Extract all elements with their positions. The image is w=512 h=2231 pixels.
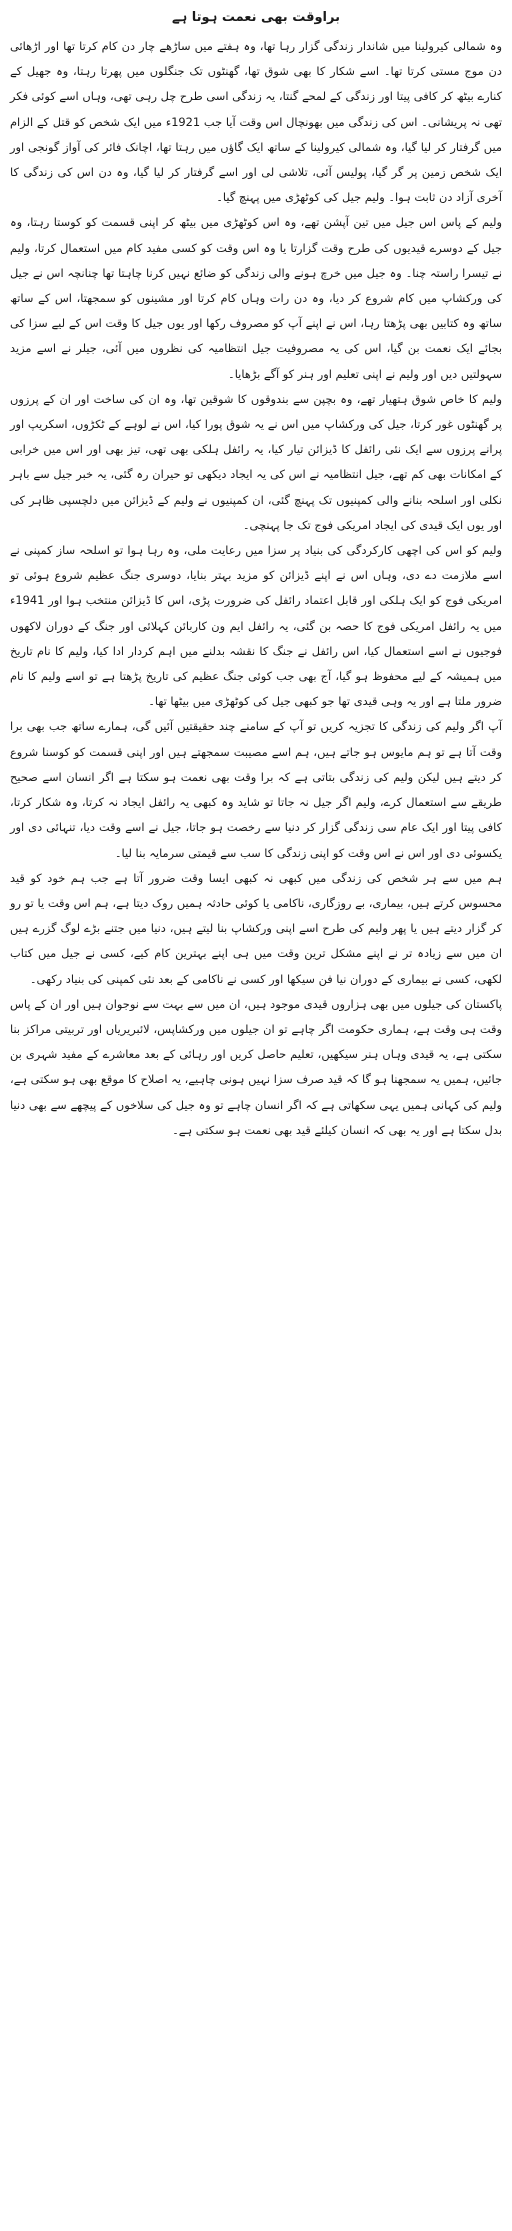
article-paragraph-2: ولیم کے پاس اس جیل میں تین آپشن تھے، وہ اس کوٹھڑی میں بیٹھ کر اپنی قسمت کو کوستا رہتا، وہ جیل کے دوسرے قیدیوں کی طرح وقت گزارتا یا وہ اس وقت کو کسی مفید کام میں استعمال کرتا، ولیم نے تیسرا راستہ چنا۔ وہ جیل میں خرچ ہونے والی زندگی کو ضائع نہیں کرنا چاہتا تھا چنانچہ اس نے جیل کی ورکشاپ میں کام شروع کر دیا، وہ دن رات وہاں کام کرتا اور مشینوں کو سمجھتا، اس کے ساتھ ساتھ وہ کتابیں بھی پڑھتا رہا، اس نے اپنے آپ کو مصروف رکھا اور یوں جیل کا وقت اس کے لیے سزا کی بجائے ایک نعمت بن گیا، اس کی یہ مصروفیت جیل انتظامیہ کی نظروں میں آئی، جیلر نے اسے مزید سہولتیں دیں اور ولیم نے اپنی تعلیم اور ہنر کو آگے بڑھایا۔ [10, 215, 502, 381]
article-body [10, 34, 502, 1143]
article-paragraph-3: ولیم کا خاص شوق ہتھیار تھے، وہ بچپن سے بندوقوں کا شوقین تھا، وہ ان کی ساخت اور ان کے پرزوں پر گھنٹوں غور کرتا، جیل کی ورکشاپ میں اس نے یہ شوق پورا کیا، اس نے لوہے کے ٹکڑوں، اسکریپ اور پرانے پرزوں سے ایک نئی رائفل کا ڈیزائن تیار کیا، یہ رائفل ہلکی بھی تھی، تیز بھی اور اس میں خرابی کے امکانات بھی کم تھے، جیل انتظامیہ نے اس کی یہ ایجاد دیکھی تو حیران رہ گئی، یہ خبر جیل سے باہر نکلی اور اسلحہ بنانے والی کمپنیوں تک پہنچ گئی، ان کمپنیوں نے ولیم کے ڈیزائن میں دلچسپی ظاہر کی اور یوں ایک قیدی کی ایجاد امریکی فوج تک جا پہنچی۔ [10, 391, 502, 532]
article-paragraph-5: آپ اگر ولیم کی زندگی کا تجزیہ کریں تو آپ کے سامنے چند حقیقتیں آئیں گی، ہمارے ساتھ جب بھی برا وقت آتا ہے تو ہم مایوس ہو جاتے ہیں، ہم اسے مصیبت سمجھتے ہیں اور اپنی قسمت کو کوسنا شروع کر دیتے ہیں لیکن ولیم کی زندگی بتاتی ہے کہ برا وقت بھی نعمت ہو سکتا ہے اگر انسان اسے صحیح طریقے سے استعمال کرے، ولیم اگر جیل نہ جاتا تو شاید وہ کبھی یہ رائفل ایجاد نہ کرتا، وہ شکار کرتا، کافی پیتا اور ایک عام سی زندگی گزار کر دنیا سے رخصت ہو جاتا، جیل نے اسے وقت دیا، تنہائی دی اور یکسوئی دی اور اس نے اس وقت کو اپنی زندگی کا سب سے قیمتی سرمایہ بنا لیا۔ [10, 719, 502, 860]
article-headline: براوقت بھی نعمت ہوتا ہے [172, 10, 340, 25]
article-paragraph-4: ولیم کو اس کی اچھی کارکردگی کی بنیاد پر سزا میں رعایت ملی، وہ رہا ہوا تو اسلحہ ساز کمپنی نے اسے ملازمت دے دی، وہاں اس نے اپنے ڈیزائن کو مزید بہتر بنایا، دوسری جنگ عظیم شروع ہوئی تو امریکی فوج کو ایک ہلکی اور قابل اعتماد رائفل کی ضرورت پڑی، اس کا ڈیزائن منتخب ہوا اور 1941ء میں یہ رائفل امریکی فوج کا حصہ بن گئی، یہ رائفل ایم ون کاربائن کہلائی اور جنگ کے دوران لاکھوں فوجیوں نے اسے استعمال کیا، اس رائفل نے جنگ کا نقشہ بدلنے میں اہم کردار ادا کیا، ولیم کا نام تاریخ میں ہمیشہ کے لیے محفوظ ہو گیا، آج بھی جب کوئی جنگ عظیم کی تاریخ پڑھتا ہے تو اسے ولیم کا نام ضرور ملتا ہے اور یہ وہی قیدی تھا جو کبھی جیل کی کوٹھڑی میں بیٹھا تھا۔ [10, 543, 502, 709]
article-paragraph-1: وہ شمالی کیرولینا میں شاندار زندگی گزار رہا تھا، وہ ہفتے میں ساڑھے چار دن کام کرتا تھا اور اڑھائی دن موج مستی کرتا تھا۔ اسے شکار کا بھی شوق تھا، گھنٹوں تک جنگلوں میں پھرتا رہتا، وہ جھیل کے کنارے بیٹھ کر کافی پیتا اور زندگی کے لمحے گنتا، یہ زندگی اسی طرح چل رہی تھی، وہاں اسے کوئی فکر تھی نہ پریشانی۔ اس کی زندگی میں بھونچال اس وقت آیا جب 1921ء میں ایک شخص کو قتل کے الزام میں گرفتار کر لیا گیا، وہ شمالی کیرولینا کے ساتھ ایک گاؤں میں رہتا تھا، اچانک فائر کی آواز گونجی اور ایک شخص زمین پر گر گیا، پولیس آئی، تلاشی لی اور اسے گرفتار کر لیا گیا، وہ دن اس کی زندگی کا آخری آزاد دن ثابت ہوا۔ ولیم جیل کی کوٹھڑی میں پہنچ گیا۔ [10, 39, 503, 205]
article-paragraph-7: پاکستان کی جیلوں میں بھی ہزاروں قیدی موجود ہیں، ان میں سے بہت سے نوجوان ہیں اور ان کے پاس وقت ہی وقت ہے، ہماری حکومت اگر چاہے تو ان جیلوں میں ورکشاپس، لائبریریاں اور تربیتی مراکز بنا سکتی ہے، یہ قیدی وہاں ہنر سیکھیں، تعلیم حاصل کریں اور رہائی کے بعد معاشرے کے مفید شہری بن جائیں، ہمیں یہ سمجھنا ہو گا کہ قید صرف سزا نہیں ہونی چاہیے، یہ اصلاح کا موقع بھی ہو سکتی ہے، ولیم کی کہانی ہمیں یہی سکھاتی ہے کہ اگر انسان چاہے تو وہ جیل کی سلاخوں کے پیچھے سے بھی دنیا بدل سکتا ہے اور یہ بھی کہ انسان کیلئے قید بھی نعمت ہو سکتی ہے۔ [10, 996, 502, 1137]
article-paragraph-6: ہم میں سے ہر شخص کی زندگی میں کبھی نہ کبھی ایسا وقت ضرور آتا ہے جب ہم خود کو قید محسوس کرتے ہیں، بیماری، بے روزگاری، ناکامی یا کوئی حادثہ ہمیں روک دیتا ہے، ہم اس وقت یا تو رو کر گزار دیتے ہیں یا پھر ولیم کی طرح اسے اپنی ورکشاپ بنا لیتے ہیں، دنیا میں جتنے بڑے لوگ گزرے ہیں ان میں سے زیادہ تر نے اپنے مشکل ترین وقت میں ہی اپنے بہترین کام کیے، کسی نے جیل میں کتاب لکھی، کسی نے بیماری کے دوران نیا فن سیکھا اور کسی نے ناکامی کے بعد نئی کمپنی کی بنیاد رکھی۔ [10, 870, 502, 986]
